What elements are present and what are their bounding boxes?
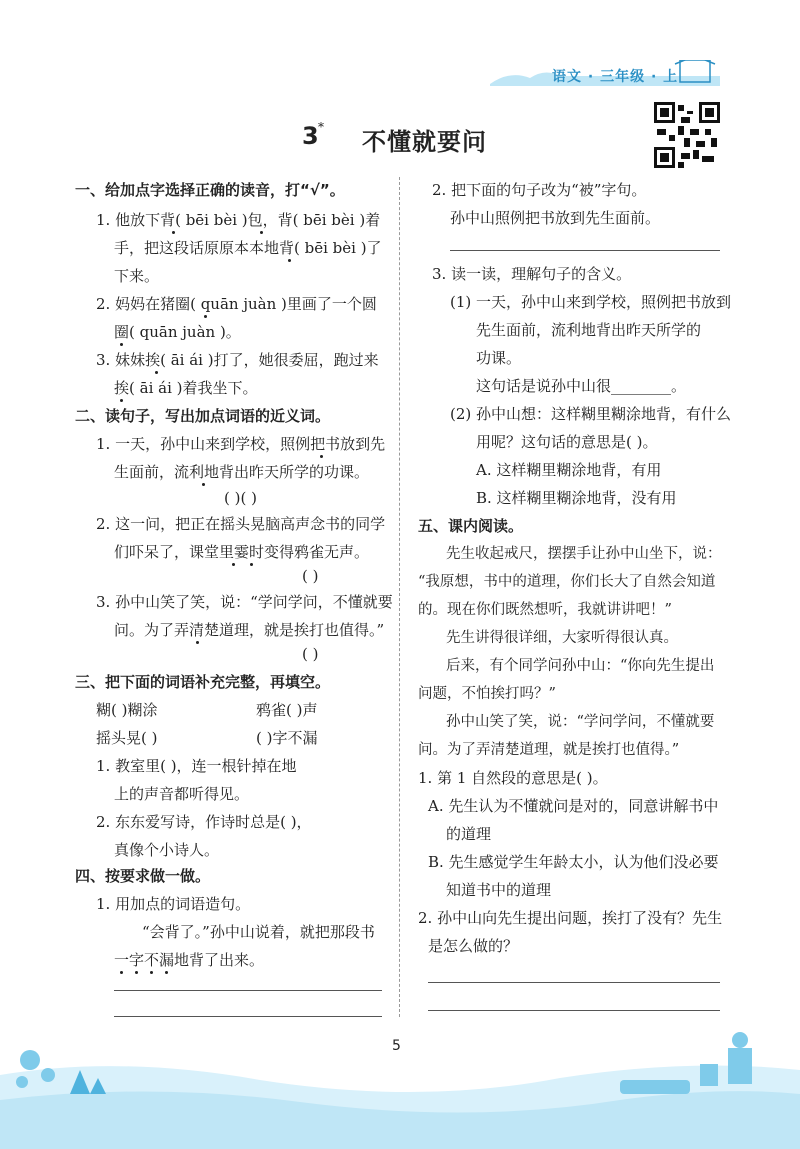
reading-q2-line-2: 是怎么做的？	[428, 937, 519, 955]
s2-answer-blanks-1[interactable]: ( )( )	[224, 489, 257, 507]
s4-line-1: 1. 用加点的词语造句。	[96, 895, 251, 913]
q3-line-6: (2) 孙中山想：这样糊里糊涂地背，有什么	[450, 405, 732, 423]
reading-q1[interactable]: 1. 第 1 自然段的意思是( )。	[418, 769, 608, 787]
section-heading-5: 五、课内阅读。	[418, 517, 524, 535]
q3-option-a[interactable]: A. 这样糊里糊涂地背，有用	[476, 461, 662, 479]
reading-p6: 问题，不怕挨打吗？”	[418, 686, 556, 702]
s3-line-1: 1. 教室里( )，连一根针掉在地	[96, 757, 297, 775]
column-divider	[399, 177, 400, 1017]
s3-word-3[interactable]: 摇头晃( )	[96, 729, 158, 747]
emphasis-dot	[135, 971, 138, 974]
reading-q1-option-b-1[interactable]: B. 先生感觉学生年龄太小，认为他们没必要	[428, 853, 719, 871]
s3-word-4[interactable]: ( )字不漏	[256, 729, 318, 747]
q3-line-2: (1) 一天，孙中山来到学校，照例把书放到	[450, 293, 732, 311]
q3-option-b[interactable]: B. 这样糊里糊涂地背，没有用	[476, 489, 677, 507]
s2-line-4: 们吓呆了，课堂里霎时变得鸦雀无声。	[114, 543, 370, 561]
s2-answer-blank-2[interactable]: ( )	[302, 567, 319, 585]
answer-line[interactable]	[428, 1010, 720, 1011]
s2-answer-blank-3[interactable]: ( )	[302, 645, 319, 663]
emphasis-dot	[204, 315, 207, 318]
page-title: 不懂就要问	[362, 128, 487, 156]
reading-q1-option-b-2: 知道书中的道理	[446, 881, 552, 899]
emphasis-dot	[165, 971, 168, 974]
s3-line-2: 上的声音都听得见。	[114, 785, 250, 803]
section-heading-3: 三、把下面的词语补充完整，再填空。	[75, 673, 331, 691]
q3-line-4: 功课。	[476, 349, 522, 367]
emphasis-dot	[232, 563, 235, 566]
lesson-star: *	[318, 120, 324, 134]
q2-line-2: 孙中山照例把书放到先生面前。	[450, 209, 661, 227]
s1-line-7: 挨( āi ái )着我坐下。	[114, 379, 258, 397]
q3-line-3: 先生面前，流利地背出昨天所学的	[476, 321, 702, 339]
emphasis-dot	[288, 259, 291, 262]
emphasis-dot	[120, 971, 123, 974]
page-number: 5	[392, 1038, 401, 1054]
s2-line-6: 问。为了弄清楚道理，就是挨打也值得。”	[114, 621, 385, 639]
emphasis-dot	[250, 563, 253, 566]
subject-label: 语文 · 三年级 · 上	[552, 69, 679, 85]
emphasis-dot	[196, 641, 199, 644]
reading-q1-option-a-1[interactable]: A. 先生认为不懂就问是对的，同意讲解书中	[428, 797, 719, 815]
emphasis-dot	[155, 371, 158, 374]
s3-word-1[interactable]: 糊( )糊涂	[96, 701, 158, 719]
section-heading-2: 二、读句子，写出加点词语的近义词。	[75, 407, 331, 425]
emphasis-dot	[172, 231, 175, 234]
emphasis-dot	[120, 343, 123, 346]
emphasis-dot	[120, 399, 123, 402]
s4-line-3: 一字不漏地背了出来。	[114, 951, 265, 969]
s1-line-5: 圈( quān juàn )。	[114, 323, 241, 341]
qr-code-icon[interactable]	[654, 102, 720, 168]
emphasis-dot	[260, 231, 263, 234]
q3-line-5[interactable]: 这句话是说孙中山很________。	[476, 377, 687, 395]
section-heading-1: 一、给加点字选择正确的读音，打“√”。	[75, 181, 345, 199]
reading-p4: 先生讲得很详细，大家听得很认真。	[446, 630, 678, 646]
q2-line-1: 2. 把下面的句子改为“被”字句。	[432, 181, 647, 199]
reading-p5: 后来，有个同学问孙中山：“你向先生提出	[446, 658, 715, 674]
reading-q1-option-a-2: 的道理	[446, 825, 492, 843]
s1-line-6: 3. 妹妹挨( āi ái )打了，她很委屈，跑过来	[96, 351, 379, 369]
answer-line[interactable]	[450, 250, 720, 251]
lesson-number: 3	[302, 122, 319, 150]
reading-p3: 的。现在你们既然想听，我就讲讲吧！”	[418, 602, 672, 618]
s2-line-5: 3. 孙中山笑了笑，说：“学问学问，不懂就要	[96, 593, 393, 611]
answer-line[interactable]	[114, 990, 382, 991]
reading-q2-line-1: 2. 孙中山向先生提出问题，挨打了没有？先生	[418, 909, 723, 927]
emphasis-dot	[150, 971, 153, 974]
reading-p7: 孙中山笑了笑，说：“学问学问，不懂就要	[446, 714, 715, 730]
reading-p1: 先生收起戒尺，摆摆手让孙中山坐下，说：	[446, 546, 722, 562]
reading-p2: “我原想，书中的道理，你们长大了自然会知道	[418, 574, 716, 590]
q3-line-1: 3. 读一读，理解句子的含义。	[432, 265, 632, 283]
s3-line-4: 真像个小诗人。	[114, 841, 220, 859]
s1-line-3: 下来。	[114, 267, 160, 285]
section-heading-4: 四、按要求做一做。	[75, 867, 211, 885]
s1-line-4: 2. 妈妈在猪圈( quān juàn )里画了一个圆	[96, 295, 377, 313]
s4-line-2: “会背了。”孙中山说着，就把那段书	[142, 923, 375, 941]
s3-word-2[interactable]: 鸦雀( )声	[256, 701, 318, 719]
s1-line-1: 1. 他放下背( bēi bèi )包，背( bēi bèi )着	[96, 211, 381, 229]
reading-p8: 问。为了弄清楚道理，就是挨打也值得。”	[418, 742, 680, 758]
answer-line[interactable]	[114, 1016, 382, 1017]
answer-line[interactable]	[428, 982, 720, 983]
s2-line-2: 生面前，流利地背出昨天所学的功课。	[114, 463, 370, 481]
s2-line-3: 2. 这一问，把正在摇头晃脑高声念书的同学	[96, 515, 386, 533]
s2-line-1: 1. 一天，孙中山来到学校，照例把书放到先	[96, 435, 386, 453]
s1-line-2: 手，把这段话原原本本地背( bēi bèi )了	[114, 239, 382, 257]
emphasis-dot	[320, 455, 323, 458]
emphasis-dot	[202, 483, 205, 486]
q3-line-7[interactable]: 用呢？这句话的意思是( )。	[476, 433, 658, 451]
s3-line-3: 2. 东东爱写诗，作诗时总是( )，	[96, 813, 312, 831]
